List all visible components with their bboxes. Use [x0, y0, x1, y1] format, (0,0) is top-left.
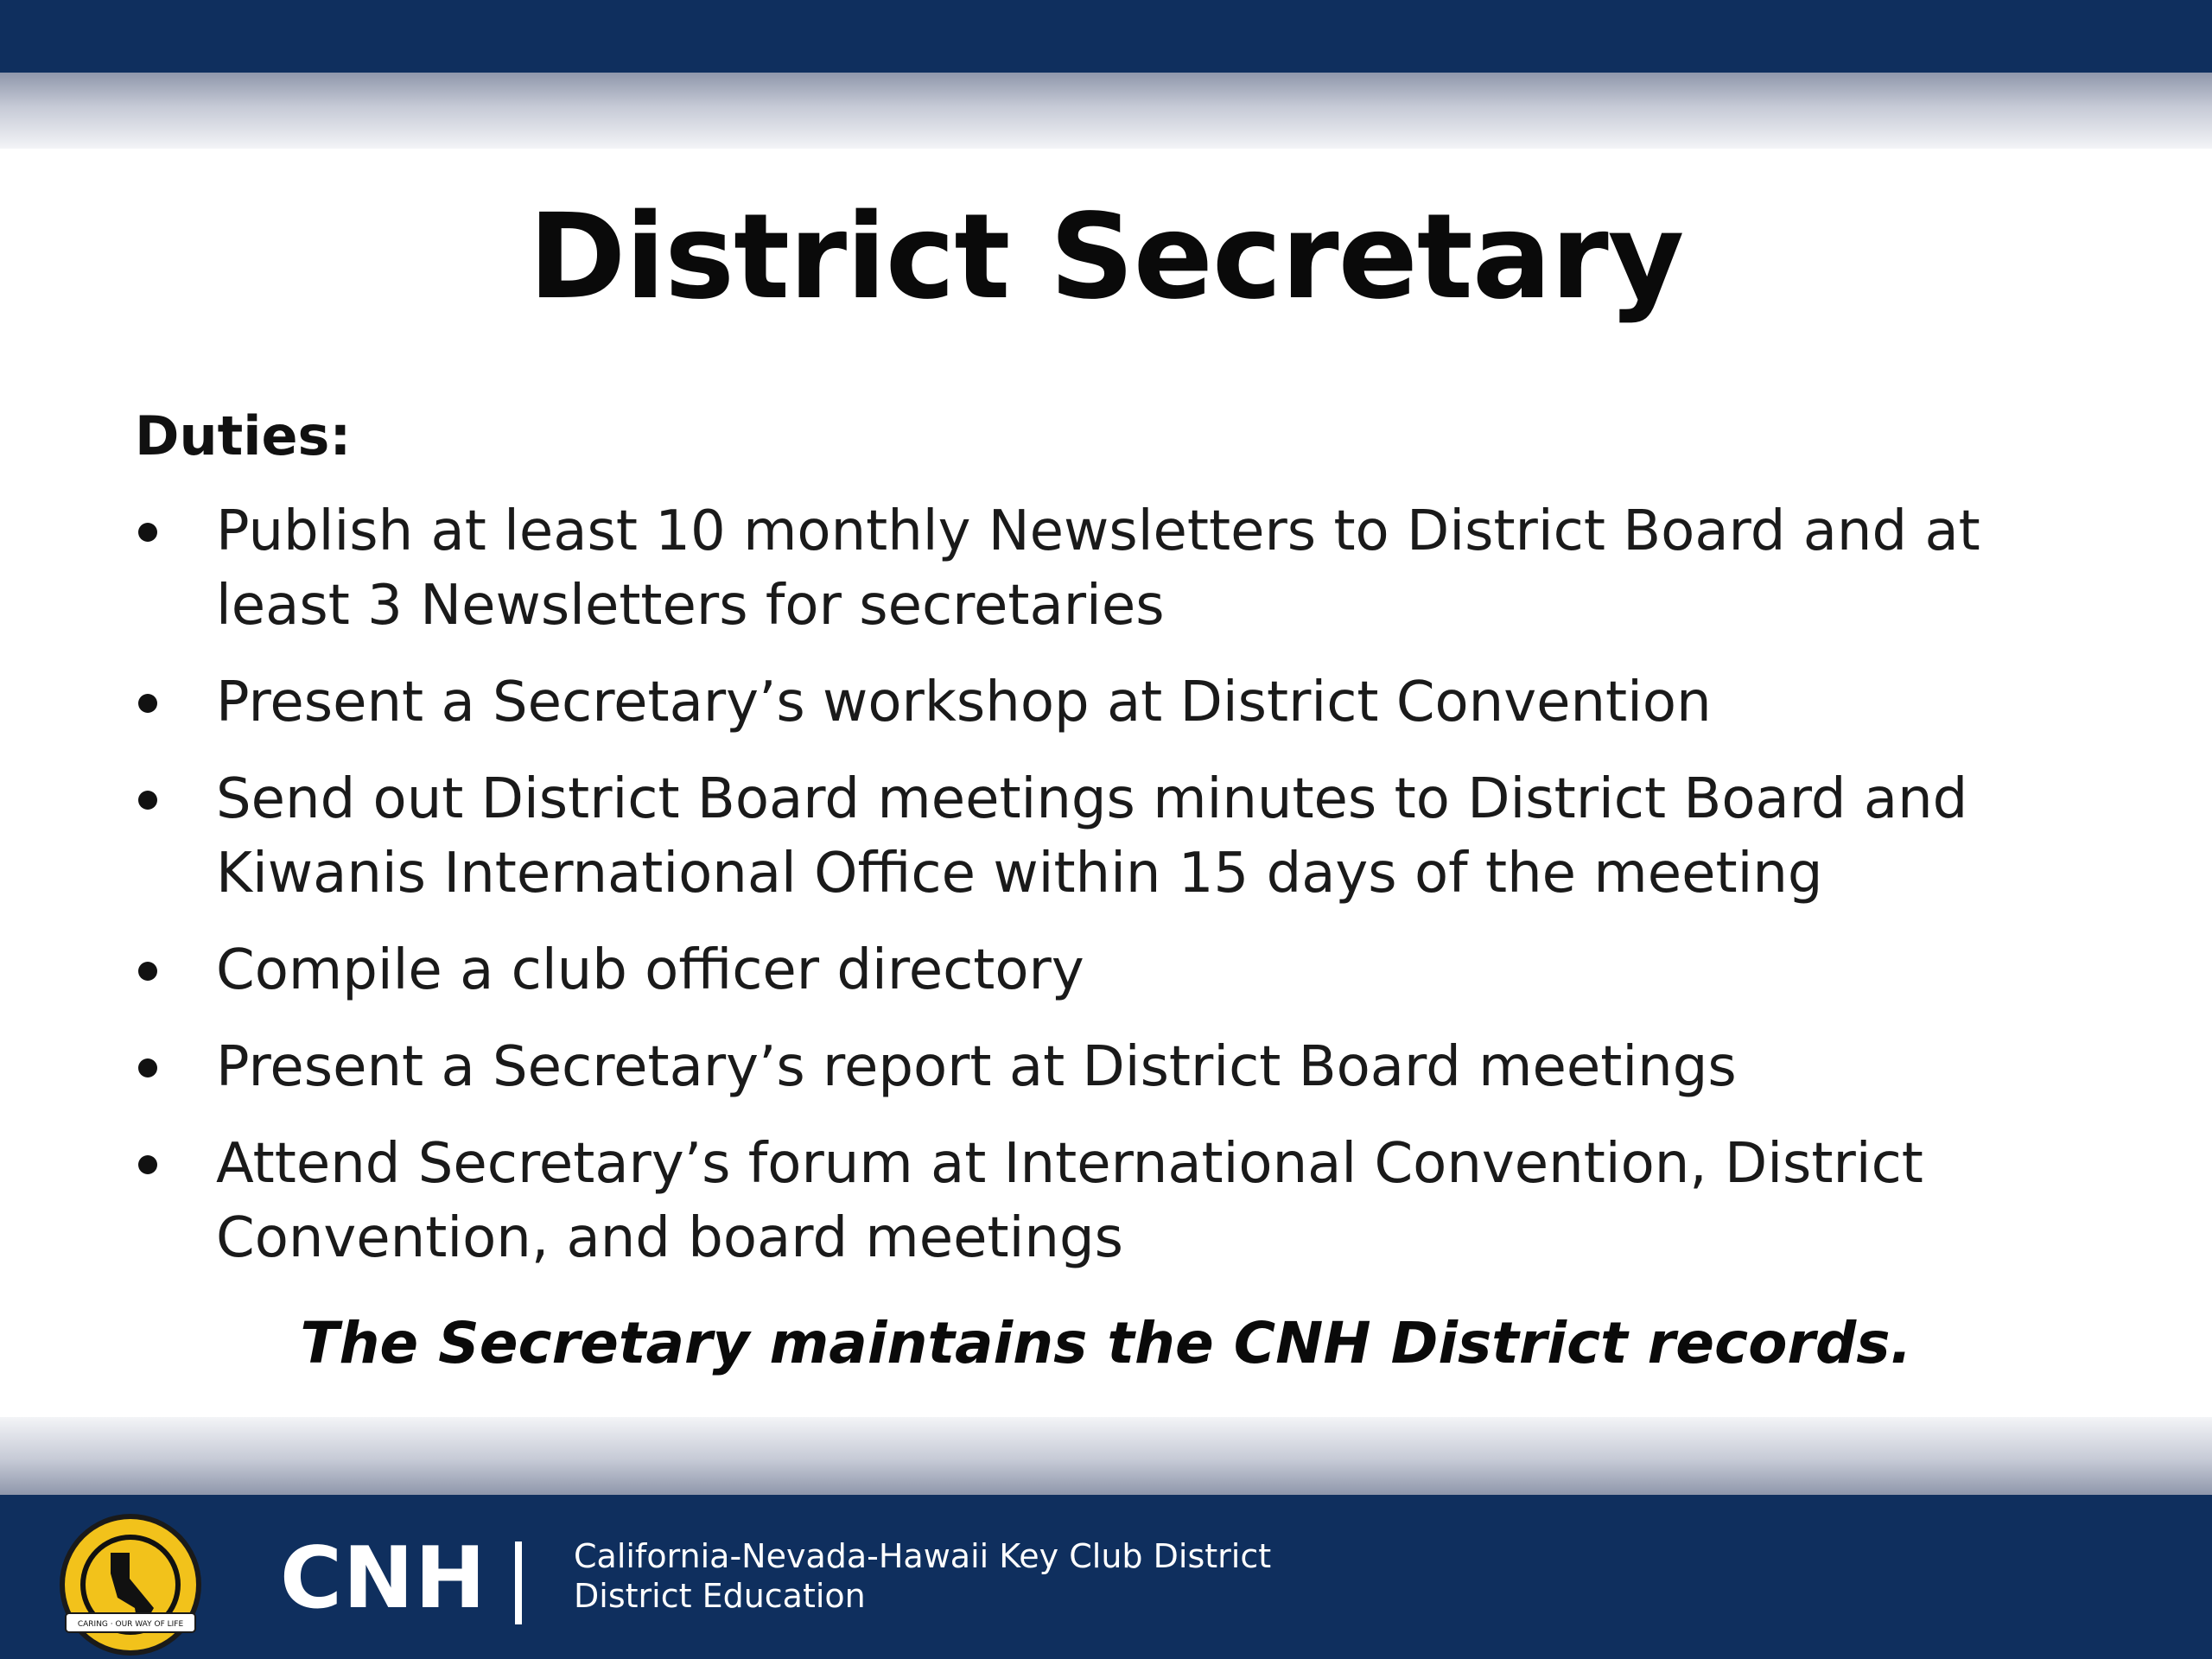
bullet-icon	[138, 791, 157, 810]
header-gradient	[0, 73, 2212, 149]
footer-divider	[515, 1541, 522, 1624]
bullet-icon	[138, 694, 157, 713]
bullet-icon	[138, 1155, 157, 1174]
footer-bar	[0, 1495, 2212, 1659]
footer-gradient	[0, 1417, 2212, 1495]
header-bar	[0, 0, 2212, 73]
list-item	[135, 665, 2122, 740]
brand-name: CNH	[280, 1529, 486, 1628]
bullet-icon	[138, 1058, 157, 1077]
seal-text: CARING · OUR WAY OF LIFE	[77, 1620, 184, 1629]
list-item-text: Present a Secretary’s workshop at District Convention	[216, 671, 1712, 734]
cnh-seal-logo	[57, 1511, 204, 1658]
list-item	[135, 1030, 2122, 1104]
bullet-icon	[138, 523, 157, 542]
slide-title: District Secretary	[528, 189, 1684, 326]
list-item-text: Compile a club officer directory	[216, 938, 1084, 1002]
org-subtitle: District Education	[574, 1577, 866, 1615]
list-item-text: Publish at least 10 monthly Newsletters to District Board and at least 3 Newsletters for secretaries	[216, 499, 1980, 638]
list-item	[135, 933, 2122, 1007]
bullet-icon	[138, 962, 157, 981]
tagline: The Secretary maintains the CNH District records.	[300, 1310, 1912, 1376]
list-item-text: Send out District Board meetings minutes to District Board and Kiwanis International Office within 15 days of the meeting	[216, 767, 1968, 906]
duties-heading: Duties:	[135, 404, 352, 467]
list-item	[135, 762, 2122, 911]
list-item	[135, 494, 2122, 643]
org-name: California-Nevada-Hawaii Key Club District	[574, 1537, 1272, 1575]
list-item-text: Present a Secretary’s report at District Board meetings	[216, 1035, 1737, 1099]
duties-list	[135, 494, 2122, 1298]
list-item	[135, 1127, 2122, 1275]
list-item-text: Attend Secretary’s forum at International Convention, District Convention, and board meetings	[216, 1132, 1923, 1270]
org-info	[574, 1536, 1271, 1616]
